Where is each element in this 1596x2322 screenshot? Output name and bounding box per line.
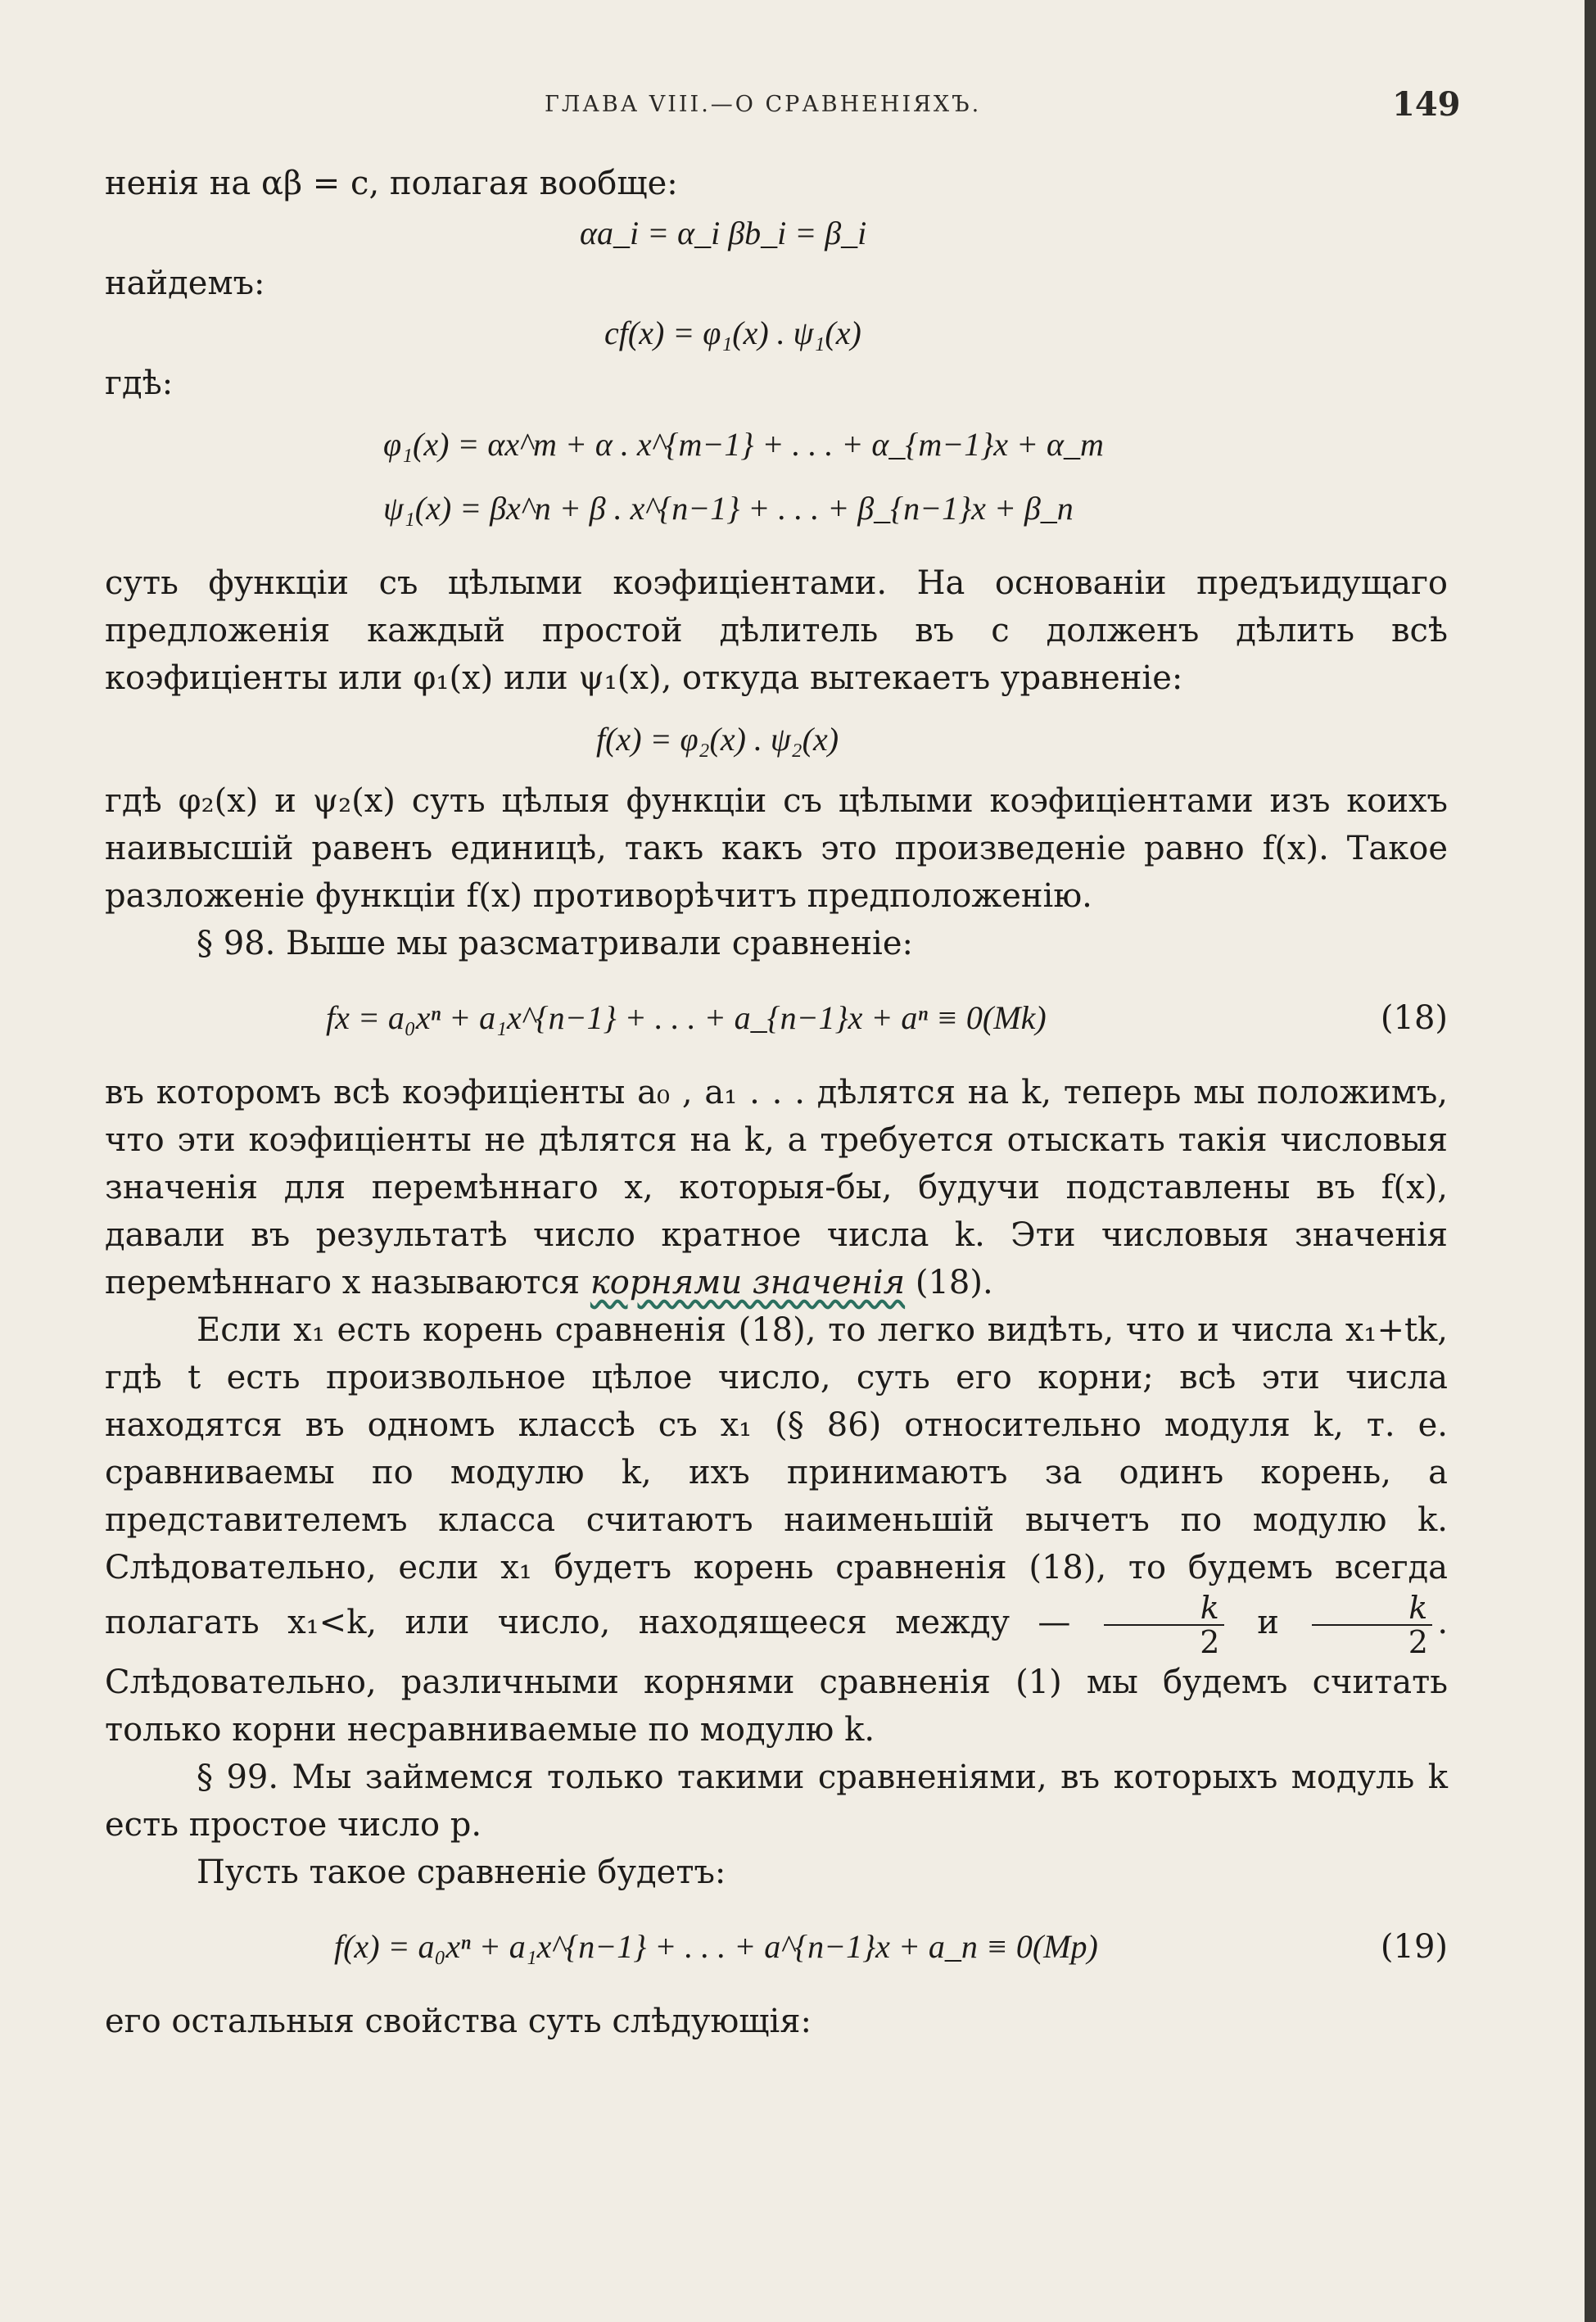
paragraph: Пусть такое сравненіе будетъ: bbox=[197, 1854, 726, 1891]
formula bbox=[105, 992, 1448, 1044]
paragraph bbox=[105, 1069, 1448, 1306]
section-heading: § 98. Выше мы разсматривали сравненіе: bbox=[197, 925, 913, 962]
equation-number: (18) bbox=[1380, 999, 1448, 1037]
formula-text: f(x) = a₀xⁿ + a₁x^{n−1} + . . . + a^{n−1}x + a_n ≡ 0(Mp) bbox=[334, 1928, 1098, 1965]
fraction-numerator: k bbox=[1104, 1591, 1224, 1626]
text-run: Если x₁ есть корень сравненія (18), то легко видѣть, что и числа x₁+tk, гдѣ t есть произвольное цѣлое число, суть его корни; всѣ эти числа находятся въ одномъ классѣ съ x₁ (§ 86) относительно модуля k, т. е. сравниваемы по модулю k, ихъ принимаютъ за одинъ корень, а представителемъ класса считаютъ наименьшій вычетъ по модулю k. Слѣдовательно, если x₁ будетъ корень сравненія (18), то будемъ всегда полагать x₁<k, или число, находящееся между — bbox=[105, 1311, 1448, 1641]
scan-edge-shadow bbox=[1585, 0, 1596, 2322]
equation-number: (19) bbox=[1380, 1928, 1448, 1966]
page-body bbox=[105, 160, 1448, 2045]
formula bbox=[105, 207, 1448, 260]
paragraph bbox=[105, 1306, 1448, 1754]
paragraph: суть функціи съ цѣлыми коэфиціентами. На основаніи предъидущаго предложенія каждый простой дѣлитель въ c долженъ дѣлить всѣ коэфиціенты или φ₁(x) или ψ₁(x), откуда вытекаетъ уравненіе: bbox=[105, 564, 1448, 697]
formula bbox=[105, 482, 1448, 535]
page-number: 149 bbox=[1392, 85, 1461, 124]
formula-text: αa_i = α_i βb_i = β_i bbox=[580, 215, 867, 251]
formula bbox=[105, 307, 1448, 360]
formula-text: f(x) = φ₂(x) . ψ₂(x) bbox=[596, 721, 839, 758]
paragraph: ненія на αβ = c, полагая вообще: bbox=[105, 165, 678, 202]
paragraph: гдѣ φ₂(x) и ψ₂(x) суть цѣлыя функціи съ цѣлыми коэфиціентами изъ коихъ наивысшій равенъ единицѣ, такъ какъ это произведеніе равно f(x). Такое разложеніе функціи f(x) противорѣчитъ предположенію. bbox=[105, 782, 1448, 915]
fraction bbox=[1104, 1591, 1224, 1659]
page-header bbox=[0, 85, 1585, 124]
fraction bbox=[1312, 1591, 1432, 1659]
formula bbox=[105, 419, 1448, 471]
formula bbox=[105, 713, 1448, 766]
underlined-term: корнями значенія bbox=[590, 1264, 906, 1301]
text-run: (18). bbox=[915, 1264, 993, 1301]
formula-text: fx = a₀xⁿ + a₁x^{n−1} + . . . + a_{n−1}x + aⁿ ≡ 0(Mk) bbox=[326, 999, 1047, 1036]
text-run: и bbox=[1257, 1604, 1279, 1641]
fraction-denominator: 2 bbox=[1200, 1624, 1220, 1660]
paragraph: его остальныя свойства суть слѣдующія: bbox=[105, 2003, 812, 2040]
text-run: въ которомъ всѣ коэфиціенты a₀ , a₁ . . . дѣлятся на k, теперь мы положимъ, что эти коэфиціенты не дѣлятся на k, а требуется отыскать такія числовыя значенія для перемѣннаго x, которыя-бы, будучи подставлены въ f(x), давали въ результатѣ число кратное числа k. Эти числовыя значенія перемѣннаго x называются bbox=[105, 1074, 1448, 1301]
formula-text: cf(x) = φ₁(x) . ψ₁(x) bbox=[604, 315, 861, 351]
formula-text: φ₁(x) = αx^m + α . x^{m−1} + . . . + α_{m−1}x + α_m bbox=[383, 426, 1104, 463]
running-head: ГЛАВА VIII.—О СРАВНЕНІЯХЪ. bbox=[545, 92, 982, 117]
text-run: . Слѣдовательно, различными корнями сравненія (1) мы будемъ считать только корни несравниваемые по модулю k. bbox=[105, 1604, 1449, 1749]
paragraph: гдѣ: bbox=[105, 364, 174, 402]
formula bbox=[105, 1921, 1448, 1973]
fraction-denominator: 2 bbox=[1408, 1624, 1428, 1660]
formula-text: ψ₁(x) = βx^n + β . x^{n−1} + . . . + β_{n−1}x + β_n bbox=[383, 490, 1074, 527]
section-heading: § 99. Мы займемся только такими сравненіями, въ которыхъ модуль k есть простое число p. bbox=[105, 1758, 1448, 1844]
fraction-numerator: k bbox=[1312, 1591, 1432, 1626]
paragraph: найдемъ: bbox=[105, 265, 265, 302]
